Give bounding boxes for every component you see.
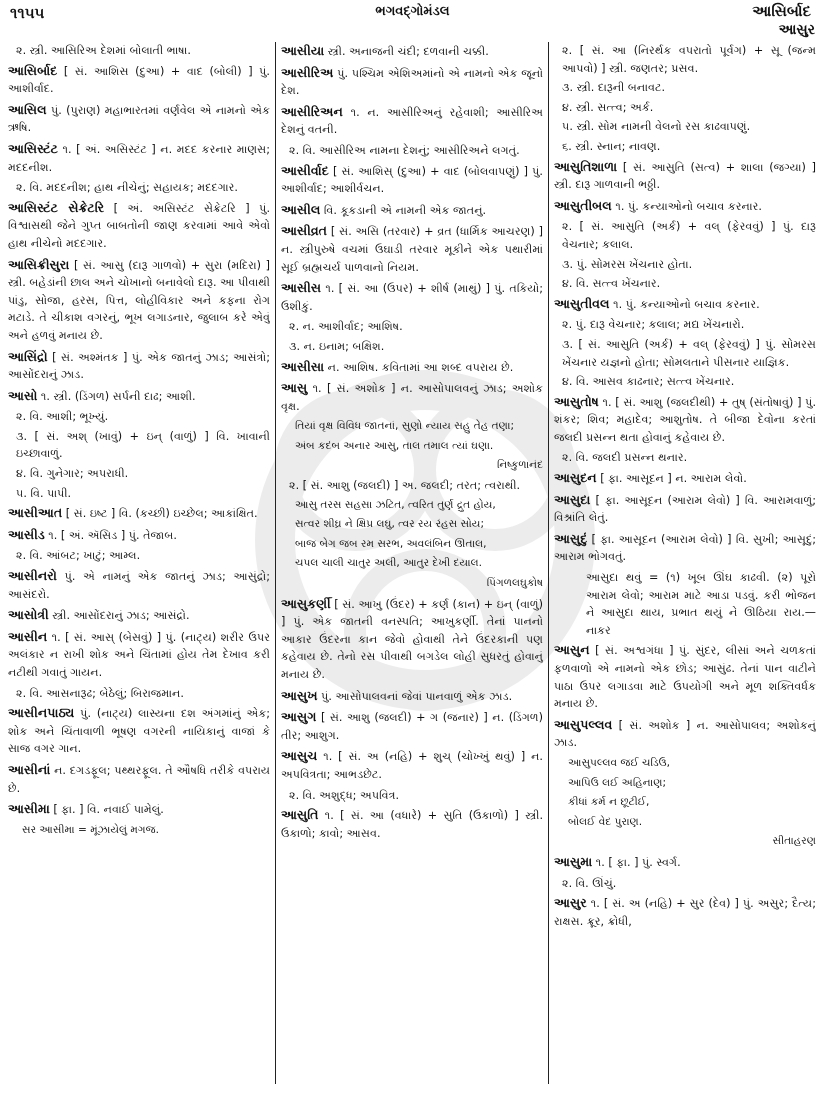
quote-attribution: સીતાહરણ bbox=[772, 835, 816, 848]
dictionary-entry bbox=[8, 140, 270, 176]
sense-definition: ૨. વિ. ઊંચું. bbox=[562, 876, 617, 890]
definition-text: [ સં. આખુ (ઉંદર) + કર્ણ (કાન) + ઇન્ (વાળું) ] પું. એક જાતની વનસ્પતિ; આખુકર્ણી. તેનાં પાનનો આકાર ઉંદરના કાન જેવો હોવાથી તેને ઉંદરકાની પણ કહેવાય છે. તેનો રસ પીવાથી બગડેલ લોહી સુધરતું હોવાનું મનાય છે. bbox=[281, 597, 543, 681]
definition-text: [ સં. અશ્મંતક ] પું. એક જાતનું ઝાડ; આસંત્રો; આસોંદરાનું ઝાડ. bbox=[8, 350, 270, 382]
sense-definition: ૨. [ સં. આશુ (જલદી) ] અ. જલદી; તરત; ત્વરાથી. bbox=[289, 479, 521, 493]
dictionary-entry bbox=[281, 162, 543, 198]
page-header bbox=[0, 0, 825, 40]
headword: આસીર્વાદ bbox=[281, 162, 329, 178]
dictionary-entry bbox=[281, 64, 543, 100]
headword: આસુતિશાળા bbox=[554, 158, 618, 174]
quote-attribution: નિષ્કુળાનંદ bbox=[496, 459, 543, 472]
headword: આસુદા bbox=[554, 491, 591, 507]
sense-definition: ૨. વિ. આશી; ભૂખ્યું. bbox=[16, 410, 109, 424]
quote-line: સત્વર શીઘ્ર ને ક્ષિપ્ર લઘુ, ત્વર રય રંહસ સોય; bbox=[295, 518, 485, 531]
headword: આસીમા bbox=[8, 801, 50, 817]
definition-text: [ સં. આશુ (જલદી) + ગ (જનાર) ] ન. (ડિંગળ) તીર; આશુગ. bbox=[281, 711, 543, 742]
dictionary-entry bbox=[8, 567, 270, 603]
usage-example: આસુદા થવું = (૧) ખૂબ ઊંઘ કાઢવી. (૨) પૂરો આરામ લેવો; આરામ માટે આડા પડવું. કરી ભોજન ને આસુદા થાય, પ્રભાત થયું ને ઊઠિયા રાય.—નાકર bbox=[586, 571, 816, 637]
definition-text: વિ. કૂકડાની એ નામની એક જાતનું. bbox=[320, 203, 487, 217]
definition-text: ૧. ન. આસીરિઅનું રહેવાશી; આસીરિઅ દેશનું વતની. bbox=[281, 105, 543, 137]
definition-text: [ સં. આસુતિ (સત્વ) + શાલા (જગ્યા) ] સ્ત્રી. દારૂ ગાળવાની ભઠ્ઠી. bbox=[554, 160, 816, 192]
quote-line: કીધાં કર્મ ન છૂટીઈ, bbox=[568, 796, 650, 809]
dictionary-entry bbox=[281, 103, 543, 139]
definition-text: [ અં. અસિસ્ટંટ સેક્રેટરિ ] પું. વિશ્વાસથી જેને ગુપ્ત બાબતોની જાણ કરવામાં આવે એવો હાથ નીચેનો મદદગાર. bbox=[8, 201, 270, 250]
sense-definition: ૩. પું. સોમરસ ખેંચનાર હોતા. bbox=[562, 257, 693, 271]
dictionary-entry bbox=[281, 687, 543, 706]
guide-word-last: આસુર bbox=[778, 22, 815, 38]
dictionary-entry bbox=[554, 853, 816, 872]
definition-text: ૧. [ અં. અસિસ્ટંટ ] ન. મદદ કરનાર માણસ; મદદનીશ. bbox=[8, 142, 270, 174]
page-number: ૧૧૫૫ bbox=[10, 4, 45, 22]
definition-text: ૧. [ સં. અ (નહિ) + સુર (દેવ) ] પું. અસુર; દૈત્ય; રાક્ષસ. ક્રૂર, ક્રોધી, bbox=[554, 897, 816, 928]
dictionary-entry bbox=[281, 379, 543, 415]
dictionary-entry bbox=[8, 628, 270, 682]
quote-line: બોલઈ વેદ પુરાણ. bbox=[568, 815, 643, 828]
headword: આસુદું bbox=[554, 530, 588, 546]
dictionary-entry bbox=[554, 393, 816, 447]
dictionary-entry bbox=[554, 530, 816, 566]
definition-text: ૧. પું. કન્યાઓનો બચાવ કરનાર. bbox=[609, 297, 760, 311]
sense-definition: ૨. વિ. અશુદ્ધ; અપવિત્ર. bbox=[289, 788, 400, 802]
definition-text: પું. એ નામનું એક જાતનું ઝાડ; આસુંદ્રો; આસંદરો. bbox=[8, 570, 270, 601]
definition-text: ૧. [ અં. ઍસિડ ] પું. તેજાબ. bbox=[44, 528, 177, 542]
quote-line: બાજ બેગ જબ રમ સરભ, અવલંબિન ઊતાલ, bbox=[295, 537, 487, 550]
headword: આસુર bbox=[554, 895, 587, 911]
headword: આસુગ bbox=[281, 709, 317, 725]
sense-definition: ૩. ન. ઇનામ; બક્ષિશ. bbox=[289, 339, 385, 353]
headword: આસુમા bbox=[554, 853, 593, 869]
dictionary-column-2 bbox=[281, 42, 543, 1087]
definition-text: [ ફા. આસૂદન (આરામ લેવો) ] વિ. સુખી; આસૂદું; આરામ ભોગવતું. bbox=[554, 532, 816, 564]
headword: આસીસ bbox=[281, 280, 322, 296]
dictionary-entry bbox=[281, 708, 543, 744]
headword: આસુતોષ bbox=[554, 393, 599, 409]
sense-definition: ૨. સ્ત્રી. આસિરિઅ દેશમાં બોલાતી ભાષા. bbox=[16, 44, 191, 57]
dictionary-entry bbox=[554, 894, 816, 930]
column-divider bbox=[275, 42, 276, 1084]
dictionary-column-3 bbox=[554, 42, 816, 1087]
definition-text: ન. દગડફૂલ; પથ્થરફૂલ. તે ઔષધિ તરીકે વપરાય છે. bbox=[8, 763, 270, 795]
headword: આસિસ્ટંટ bbox=[8, 140, 58, 156]
headword: આસીવ્રત bbox=[281, 223, 328, 239]
headword: આસુકર્ણી bbox=[281, 595, 331, 611]
headword: આસીનપાઠ્ય bbox=[8, 705, 75, 721]
definition-text: [ સં. અશ્વગંધા ] પું. સુંદર, લીસાં અને ચળકતાં ફળવાળો એ નામનો એક છોડ; આસુંઢ. તેનાં પાન વાટીને પાઠા ઉપર લગાડવા માટે ઉપયોગી અને મૂળ શક્તિવર્ધક મનાય છે. bbox=[554, 644, 816, 711]
dictionary-entry bbox=[8, 387, 270, 406]
definition-text: ૧. [ ફા. ] પું. સ્વર્ગ. bbox=[592, 855, 681, 869]
headword: આસુતીવલ bbox=[554, 295, 610, 311]
sense-definition: ૬. સ્ત્રી. સ્નાન; નાવણ. bbox=[562, 139, 661, 153]
headword: આસીઆત bbox=[8, 505, 63, 521]
dictionary-entry bbox=[8, 704, 270, 758]
definition-text: ન. આશિષ. કવિતામાં આ શબ્દ વપરાય છે. bbox=[324, 360, 514, 374]
definition-text: પું. પશ્ચિમ એશિઅમાંનો એ નામનો એક જૂનો દેશ. bbox=[281, 66, 543, 98]
dictionary-entry bbox=[8, 800, 270, 819]
dictionary-column-1 bbox=[8, 42, 270, 1087]
quote-line: તિયાં વૃક્ષ વિવિધ જાતનાં, સુણો ન્યાય સહુ તેહ તણા; bbox=[295, 420, 515, 433]
dictionary-entry bbox=[281, 279, 543, 315]
definition-text: ૧. [ સં. અશોક ] ન. આસોપાલવનું ઝાડ; અશોક વૃક્ષ. bbox=[281, 382, 543, 413]
dictionary-entry bbox=[281, 595, 543, 684]
sense-definition: ૩. [ સં. અશ્ (ખાવું) + ઇન્ (વાળું) ] વિ. ખાવાની ઇચ્છાવાળું. bbox=[16, 429, 270, 461]
definition-text: પું. આસોપાલવનાં જેવાં પાનવાળું એક ઝાડ. bbox=[317, 689, 513, 703]
headword: આસુન bbox=[554, 642, 590, 658]
definition-text: [ સં. આશિસ્ (દુઆ) + વાદ (બોલવાપણું) ] પું. આશીર્વાદ; આશીર્વચન. bbox=[281, 164, 543, 196]
sense-definition: ૨. વિ. આંબટ; ખાટું; આમ્લ. bbox=[16, 549, 141, 563]
sense-definition: ૨. વિ. મદદનીશ; હાથ નીચેનું; સહાયક; મદદગાર. bbox=[16, 181, 238, 195]
sense-definition: ૩. [ સં. આસુતિ (અર્ક) + વલ્ (ફેરવવું) ] પું. સોમરસ ખેંચનાર યજ્ઞનો હોતા; સોમલતાને પીસનાર યાજ્ઞિક. bbox=[562, 337, 816, 369]
headword: આસીન bbox=[8, 628, 48, 644]
sense-definition: ૨. [ સં. આસુતિ (અર્ક) + વલ્ (ફેરવવું) ] પું. દારૂ વેચનાર; કલાલ. bbox=[562, 220, 816, 251]
quote-line: સર આસીમા = મૂંઝાયેલું મગજ. bbox=[22, 823, 160, 836]
sense-definition: ૨. [ સં. આ (નિરર્થક વપરાતો પૂર્વગ) + સૂ (જન્મ આપવો) ] સ્ત્રી. જણતર; પ્રસવ. bbox=[562, 44, 816, 75]
headword: આસુદન bbox=[554, 470, 597, 486]
headword: આસિંદ્રો bbox=[8, 348, 48, 364]
headword: આસીરિઅ bbox=[281, 64, 334, 80]
headword: આસુતીબલ bbox=[554, 197, 612, 213]
column-divider bbox=[548, 42, 549, 1084]
dictionary-entry bbox=[554, 158, 816, 194]
headword: આસોત્રી bbox=[8, 607, 49, 623]
dictionary-entry bbox=[8, 62, 270, 98]
sense-definition: ૨. ન. આશીર્વાદ; આશિષ. bbox=[289, 320, 403, 334]
sense-definition: ૨. વિ. જલદી પ્રસન્ન થનાર. bbox=[562, 451, 688, 465]
definition-text: [ સં. અસિ (તરવાર) + વ્રત (ધાર્મિક આચરણ) ] ન. સ્ત્રીપુરુષે વચમાં ઉઘાડી તરવાર મૂકીને એક પથારીમાં સૂઈ બ્રહ્મચર્ય પાળવાનો નિયમ. bbox=[281, 225, 543, 274]
dictionary-entry bbox=[8, 101, 270, 137]
headword: આસીરિઅન bbox=[281, 103, 343, 119]
dictionary-entry bbox=[554, 197, 816, 216]
headword: આસિક્રીસુરા bbox=[8, 256, 70, 272]
definition-text: ૧. [ સં. આશુ (જલદીથી) + તુષ્ (સંતોષાવું) ] પું. શંકર; શિવ; મહાદેવ; આશુતોષ. તે બીજા દેવોના કરતાં જલદી પ્રસન્ન થતા હોવાનું કહેવાય છે. bbox=[554, 395, 816, 444]
headword: આસુતિ bbox=[281, 807, 319, 823]
sense-definition: ૪. સ્ત્રી. સત્ત્વ; અર્ક. bbox=[562, 100, 654, 114]
headword: આસુખ bbox=[281, 687, 318, 703]
definition-text: સ્ત્રી. અનાજની ચંદી; દળવાની ચક્કી. bbox=[324, 45, 489, 58]
dictionary-entry bbox=[8, 526, 270, 545]
definition-text: [ સં. અશોક ] ન. આસોપાલવ; અશોકનું ઝાડ. bbox=[554, 718, 816, 750]
headword: આસિર્બાદ bbox=[8, 62, 58, 78]
dictionary-entry bbox=[281, 358, 543, 377]
dictionary-entry bbox=[281, 42, 543, 61]
dictionary-entry bbox=[281, 222, 543, 276]
book-title: ભગવદ્ગોમંડલ bbox=[375, 4, 450, 19]
headword: આસીડ bbox=[8, 526, 45, 542]
definition-text: પું. (પુરાણ) મહાભારતમાં વર્ણવેલ એ નામનો એક ઋષિ. bbox=[8, 103, 270, 135]
sense-definition: ૫. સ્ત્રી. સોમ નામની વેલનો રસ કાઢવાપણું. bbox=[562, 120, 751, 134]
dictionary-entry bbox=[8, 348, 270, 384]
definition-text: [ સં. આસુ (દારૂ ગાળવો) + સુરા (મદિરા) ] સ્ત્રી. બહેડાંની છાલ અને ચોખાનો બનાવેલો દારૂ. આ પીવાથી પાંડુ, સોજા, હરસ, પિત્ત, લોહીવિકાર અને કફના રોગ મટાડે. તે ચીકાશ વગરનું, ભૂખ લગાડનાર, જુલાબ કરે એવું અને હળવું મનાય છે. bbox=[8, 258, 270, 342]
sense-definition: ૪. વિ. સત્ત્વ ખેંચનાર. bbox=[562, 277, 661, 291]
quote-line: આપિઉ લઈ અહિનાણ; bbox=[568, 776, 667, 789]
headword: આસીસા bbox=[281, 358, 325, 374]
headword: આસીનાં bbox=[8, 761, 51, 777]
definition-text: [ સં. ઇષ્ટ ] વિ. (કચ્છી) ઇચ્છેલ; આકાંક્ષિત. bbox=[62, 507, 258, 521]
dictionary-entry bbox=[554, 469, 816, 488]
definition-text: પું. (નાટ્ય) લાસ્યના દશ અંગમાંનું એક; શોક અને ચિંતાવાળી ભૂષણ વગરની નાયિકાનું વાજાં કે સાજ વગર ગાન. bbox=[8, 707, 270, 756]
dictionary-entry bbox=[8, 256, 270, 345]
dictionary-entry bbox=[554, 491, 816, 527]
sense-definition: ૨. વિ. આસીરિઅ નામના દેશનું; આસીરિઅને લગતું. bbox=[289, 143, 520, 157]
quote-attribution: પિંગળલઘુકોષ bbox=[486, 577, 543, 590]
dictionary-entry bbox=[554, 716, 816, 752]
dictionary-entry bbox=[8, 761, 270, 797]
headword: આસિસ્ટંટ સેક્રેટરિ bbox=[8, 199, 105, 215]
guide-word-first: આસિર્બાદ bbox=[752, 2, 811, 20]
dictionary-entry bbox=[8, 504, 270, 523]
quote-line: અંબ કદંબ અનાર આસુ, તાલ તમાલ ત્યાં ઘણા. bbox=[295, 439, 494, 452]
definition-text: [ ફા. ] વિ. નવાઈ પામેલું. bbox=[49, 803, 164, 817]
headword: આસુ bbox=[281, 380, 308, 396]
sense-definition: ૨. વિ. આસનારૂઢ; બેઠેલું; બિરાજમાન. bbox=[16, 686, 184, 700]
sense-definition: ૪. વિ. આસવ કાઢનાર; સત્ત્વ ખેંચનાર. bbox=[562, 375, 735, 389]
definition-text: ૧. પું. કન્યાઓનો બચાવ કરનાર. bbox=[611, 199, 762, 213]
dictionary-entry bbox=[281, 201, 543, 220]
sense-definition: ૫. વિ. પાપી. bbox=[16, 486, 72, 500]
sense-definition: ૪. વિ. ગુનેગાર; અપરાધી. bbox=[16, 467, 129, 481]
definition-text: ૧. [ સં. અ (નહિ) + શુચ્ (ચોખ્ખું થવું) ] ન. અપવિત્રતા; આભડછેટ. bbox=[281, 750, 543, 781]
headword: આસુપલ્લવ bbox=[554, 716, 613, 732]
quote-line: ચપલ ચાલી ચાતુર અલી, આતુર દેખી દયાલ. bbox=[295, 557, 483, 570]
dictionary-entry bbox=[8, 199, 270, 253]
definition-text: [ ફા. આસૂદન (આરામ લેવો) ] વિ. આરામવાળું; વિશ્રાંતિ લેતું. bbox=[554, 493, 816, 525]
headword: આસો bbox=[8, 387, 38, 403]
quote-line: આસુ તરસ સહસા ઝટિત, ત્વરિત તુર્ણ દ્રુત હોય, bbox=[295, 498, 496, 511]
dictionary-entry bbox=[8, 606, 270, 625]
dictionary-entry bbox=[554, 641, 816, 712]
definition-text: [ ફા. આસૂદન ] ન. આરામ લેવો. bbox=[596, 472, 747, 486]
sense-definition: ૨. પું. દારૂ વેચનાર; કલાલ; મદ્ય ખેંચનારો. bbox=[562, 318, 745, 332]
definition-text: [ સં. આશિસ (દુઆ) + વાદ (બોલી) ] પું. આશીર્વાદ. bbox=[8, 64, 270, 96]
dictionary-entry bbox=[281, 806, 543, 842]
headword: આસિલ bbox=[8, 101, 47, 117]
dictionary-entry bbox=[281, 747, 543, 783]
quote-line: આસુપલ્લવ જઈ ચડિઉ, bbox=[568, 756, 671, 769]
definition-text: સ્ત્રી. આસોંદરાનું ઝાડ; આસંદ્રો. bbox=[48, 609, 190, 623]
sense-definition: ૩. સ્ત્રી. દારૂની બનાવટ. bbox=[562, 81, 666, 95]
headword: આસુચ bbox=[281, 748, 318, 764]
dictionary-entry bbox=[554, 295, 816, 314]
definition-text: ૧. [ સં. આ (વધારે) + સુતિ (ઉકાળો) ] સ્ત્રી. ઉકાળો; કાવો; આસવ. bbox=[281, 809, 543, 840]
headword: આસીયા bbox=[281, 43, 325, 58]
definition-text: ૧. [ સં. આ (ઉપર) + શીર્ષ (માથું) ] પું. તકિયો; ઉશીકું. bbox=[281, 282, 543, 313]
headword: આસીલ bbox=[281, 201, 321, 217]
headword: આસીનરો bbox=[8, 568, 57, 584]
definition-text: ૧. [ સં. આસ્ (બેસવું) ] પું. (નાટ્ય) શરીર ઉપર અલંકાર ન રાખી શોક અને ચિંતામાં હોય તેમ દેખાવ કરી નટીથી ગવાતું ગાયન. bbox=[8, 630, 270, 679]
definition-text: ૧. સ્ત્રી. (ડિંગળ) સર્પની દાઢ; આશી. bbox=[37, 389, 196, 403]
